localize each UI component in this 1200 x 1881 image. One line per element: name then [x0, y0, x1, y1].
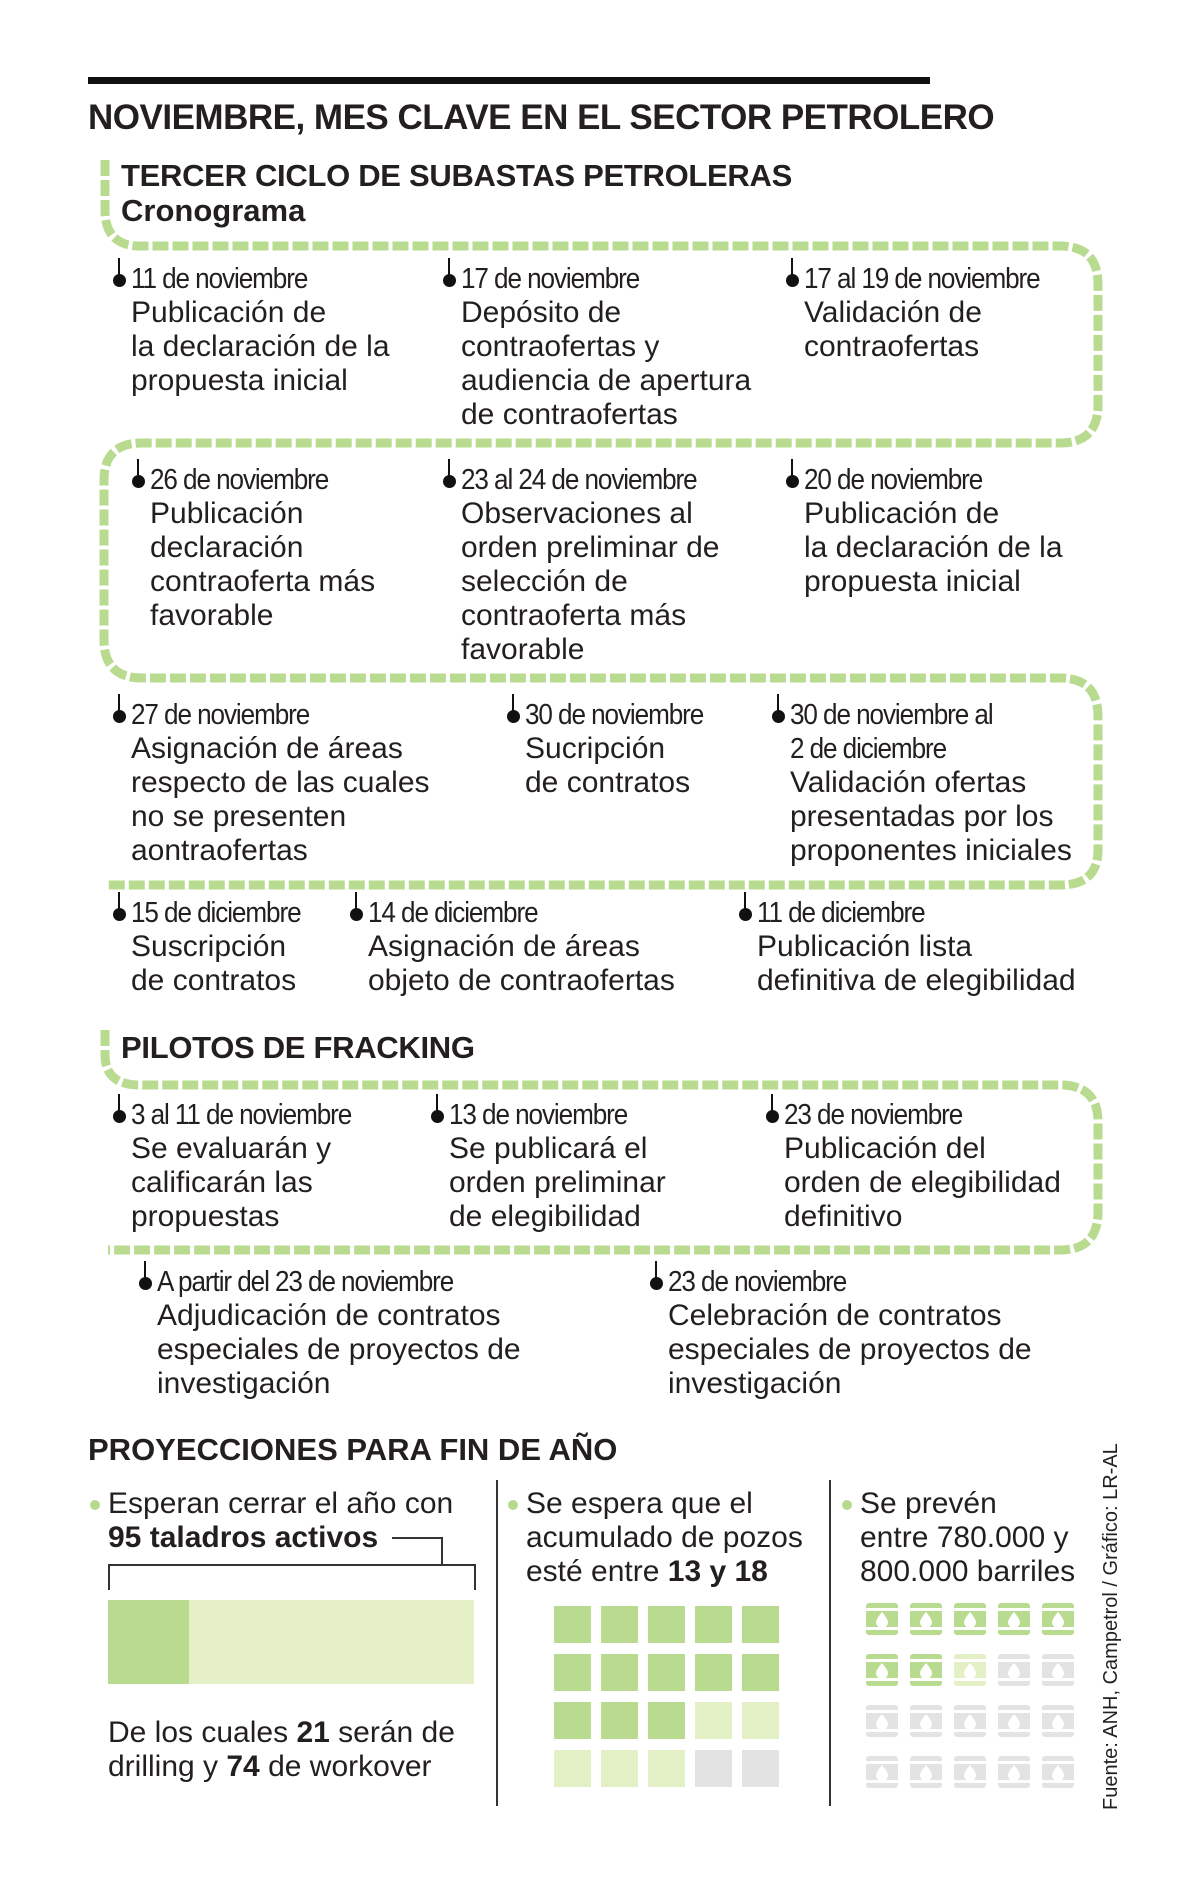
event-line: declaración [150, 531, 304, 564]
barrel-icon [998, 1756, 1030, 1788]
event-date: 3 al 11 de noviembre [131, 1099, 352, 1131]
column-divider [829, 1480, 831, 1806]
event-dot [507, 710, 520, 723]
pozos-line3: esté entre [526, 1555, 668, 1588]
event-line: Validación ofertas [790, 766, 1027, 799]
drilling-bar-fill [108, 1600, 189, 1684]
event-line: Adjudicación de contratos [157, 1299, 501, 1332]
event-line: Validación de [804, 296, 982, 329]
event-dot [113, 908, 126, 921]
event-date: 17 al 19 de noviembre [804, 263, 1040, 295]
barrel-icon [954, 1756, 986, 1788]
event-date: 20 de noviembre [804, 464, 983, 496]
bracket-line [392, 1537, 442, 1539]
event-fracking-4 [157, 1265, 521, 1401]
pozo-cell [601, 1654, 638, 1691]
barrel-icon [910, 1705, 942, 1737]
event-line: favorable [150, 599, 274, 632]
event-line: contraofertas y [461, 330, 660, 363]
event-dot [772, 710, 785, 723]
bullet-dot [508, 1500, 518, 1510]
event-line: propuesta inicial [804, 565, 1021, 598]
event-line: calificarán las [131, 1166, 313, 1199]
event-line: Publicación del [784, 1132, 986, 1165]
event-line: contraoferta más [461, 599, 687, 632]
event-line: Depósito de [461, 296, 622, 329]
foot-text: serán de [329, 1716, 455, 1749]
event-line: Publicación [150, 497, 304, 530]
barrel-icon [866, 1705, 898, 1737]
event-fracking-3 [784, 1098, 1061, 1234]
event-line: orden de elegibilidad [784, 1166, 1061, 1199]
event-fracking-5 [668, 1265, 1032, 1401]
event-date: 11 de noviembre [131, 263, 308, 295]
pozos-column [508, 1487, 803, 1589]
barrel-icon [954, 1654, 986, 1686]
pozos-line2: acumulado de pozos [526, 1521, 803, 1554]
event-date: 26 de noviembre [150, 464, 329, 496]
taladros-footnote [108, 1716, 455, 1784]
pozo-cell [648, 1702, 685, 1739]
event-line: orden preliminar de [461, 531, 720, 564]
taladros-highlight: 95 taladros activos [108, 1521, 379, 1554]
proyecciones-title: PROYECCIONES PARA FIN DE AÑO [88, 1432, 618, 1467]
event-line: contraofertas [804, 330, 980, 363]
event-line: Publicación de [131, 296, 327, 329]
pozo-cell [648, 1606, 685, 1643]
event-subastas-8 [525, 698, 723, 800]
event-subastas-4 [150, 463, 375, 633]
event-line: Celebración de contratos [668, 1299, 1002, 1332]
barrel-icon [1042, 1654, 1074, 1686]
pozo-cell [601, 1750, 638, 1787]
event-dot [786, 475, 799, 488]
fracking-title: PILOTOS DE FRACKING [121, 1030, 475, 1065]
event-line: contraoferta más [150, 565, 376, 598]
barrel-icon [954, 1603, 986, 1635]
event-line: de contratos [525, 766, 691, 799]
event-line: Se publicará el [449, 1132, 648, 1165]
bracket [108, 1564, 476, 1590]
event-line: propuesta inicial [131, 364, 348, 397]
event-line: aontraofertas [131, 834, 308, 867]
pozo-cell [554, 1750, 591, 1787]
event-date: 23 de noviembre [668, 1266, 847, 1298]
event-dot [113, 274, 126, 287]
foot-text: De los cuales [108, 1716, 297, 1749]
event-line: Asignación de áreas [131, 732, 403, 765]
pozo-cell [554, 1606, 591, 1643]
pozo-cell [695, 1702, 732, 1739]
event-line: Sucripción [525, 732, 666, 765]
event-date: 23 al 24 de noviembre [461, 464, 697, 496]
event-date: 13 de noviembre [449, 1099, 628, 1131]
event-date: 15 de diciembre [131, 897, 301, 929]
event-line: la declaración de la [131, 330, 390, 363]
event-date: A partir del 23 de noviembre [157, 1266, 454, 1298]
event-dot [113, 710, 126, 723]
event-line: objeto de contraofertas [368, 964, 675, 997]
event-line: investigación [157, 1367, 331, 1400]
event-line: investigación [668, 1367, 842, 1400]
pozo-cell [695, 1654, 732, 1691]
event-date: 17 de noviembre [461, 263, 640, 295]
taladros-bar [108, 1600, 474, 1684]
event-line: presentadas por los [790, 800, 1054, 833]
foot-text: drilling y [108, 1750, 227, 1783]
event-subastas-12 [757, 896, 1076, 998]
bracket-line [441, 1537, 443, 1565]
foot-text: de workover [259, 1750, 432, 1783]
barrel-icon [1042, 1705, 1074, 1737]
event-line: de elegibilidad [449, 1200, 641, 1233]
pozo-cell [601, 1606, 638, 1643]
event-line: selección de [461, 565, 628, 598]
event-dot [443, 475, 456, 488]
event-line: especiales de proyectos de [668, 1333, 1032, 1366]
event-subastas-2 [461, 262, 751, 432]
event-dot [431, 1110, 444, 1123]
pozo-cell [742, 1654, 779, 1691]
barrel-icon [1042, 1603, 1074, 1635]
event-subastas-10 [131, 896, 319, 998]
event-date: 30 de noviembre [525, 699, 704, 731]
event-line: audiencia de apertura [461, 364, 752, 397]
event-date-2: 2 de diciembre [790, 733, 947, 765]
source-note: Fuente: ANH, Campetrol / Gráfico: LR-AL [1100, 1443, 1122, 1810]
column-divider [496, 1480, 498, 1806]
event-line: Observaciones al [461, 497, 693, 530]
event-subastas-6 [804, 463, 1063, 599]
pozos-line1: Se espera que el [526, 1487, 753, 1520]
event-date: 23 de noviembre [784, 1099, 963, 1131]
pozo-cell [742, 1750, 779, 1787]
event-date: 14 de diciembre [368, 897, 538, 929]
event-line: Publicación lista [757, 930, 973, 963]
barrel-icon [866, 1603, 898, 1635]
event-line: orden preliminar [449, 1166, 666, 1199]
bullet-dot [90, 1500, 100, 1510]
event-subastas-5 [461, 463, 723, 667]
event-dot [786, 274, 799, 287]
event-line: definitivo [784, 1200, 903, 1233]
event-line: de contraofertas [461, 398, 678, 431]
taladros-line1: Esperan cerrar el año con [108, 1487, 454, 1520]
barrel-icon [910, 1654, 942, 1686]
barrel-icon [866, 1654, 898, 1686]
pozos-range: 13 y 18 [667, 1555, 768, 1588]
event-subastas-7 [131, 698, 430, 868]
pozo-cell [742, 1702, 779, 1739]
event-line: de contratos [131, 964, 297, 997]
event-line: favorable [461, 633, 585, 666]
event-dot [113, 1110, 126, 1123]
subastas-title: TERCER CICLO DE SUBASTAS PETROLERAS [121, 158, 792, 193]
pozo-cell [742, 1606, 779, 1643]
event-dot [766, 1110, 779, 1123]
event-date: 11 de diciembre [757, 897, 925, 929]
event-dot [139, 1277, 152, 1290]
foot-workover-value: 74 [226, 1750, 260, 1783]
barrel-icon [866, 1756, 898, 1788]
event-dot [350, 908, 363, 921]
event-subastas-3 [804, 262, 1066, 364]
subastas-subtitle: Cronograma [121, 193, 306, 228]
foot-drilling-value: 21 [296, 1716, 330, 1749]
event-line: la declaración de la [804, 531, 1063, 564]
event-date: 27 de noviembre [131, 699, 310, 731]
event-line: Se evaluarán y [131, 1132, 332, 1165]
event-line: propuestas [131, 1200, 280, 1233]
barriles-line1: Se prevén [860, 1487, 997, 1520]
barrel-icon [910, 1756, 942, 1788]
pozo-cell [695, 1606, 732, 1643]
event-subastas-9 [790, 698, 1072, 868]
barrel-icon [998, 1705, 1030, 1737]
event-line: proponentes iniciales [790, 834, 1072, 867]
pozo-cell [554, 1654, 591, 1691]
event-line: no se presenten [131, 800, 347, 833]
barrel-icon [998, 1603, 1030, 1635]
barrel-icon [998, 1654, 1030, 1686]
pozo-cell [648, 1654, 685, 1691]
barrel-icon [954, 1705, 986, 1737]
bullet-dot [842, 1500, 852, 1510]
barrel-icon [910, 1603, 942, 1635]
event-line: respecto de las cuales [131, 766, 430, 799]
main-title: NOVIEMBRE, MES CLAVE EN EL SECTOR PETROLERO [88, 98, 995, 137]
pozo-cell [695, 1750, 732, 1787]
barriles-line3: 800.000 barriles [860, 1555, 1076, 1588]
event-dot [132, 475, 145, 488]
barriles-column [842, 1487, 1075, 1589]
event-subastas-11 [368, 896, 675, 998]
barrel-icon [1042, 1756, 1074, 1788]
barriles-line2: entre 780.000 y [860, 1521, 1069, 1554]
event-date: 30 de noviembre al [790, 699, 993, 731]
event-line: Asignación de áreas [368, 930, 640, 963]
event-subastas-1 [131, 262, 390, 398]
event-fracking-2 [449, 1098, 666, 1234]
pozo-cell [554, 1702, 591, 1739]
event-dot [739, 908, 752, 921]
event-dot [650, 1277, 663, 1290]
taladros-column [90, 1487, 453, 1555]
event-line: Suscripción [131, 930, 287, 963]
event-line: Publicación de [804, 497, 1000, 530]
event-dot [443, 274, 456, 287]
event-line: definitiva de elegibilidad [757, 964, 1076, 997]
pozo-cell [648, 1750, 685, 1787]
pozo-cell [601, 1702, 638, 1739]
event-line: especiales de proyectos de [157, 1333, 521, 1366]
event-fracking-1 [131, 1098, 376, 1234]
